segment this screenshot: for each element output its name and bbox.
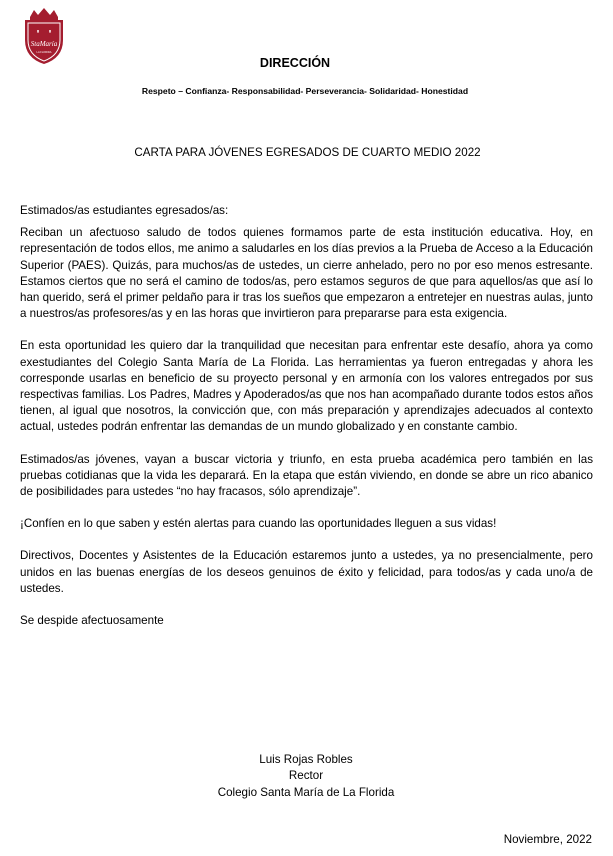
- letter-body: [20, 203, 593, 629]
- letter-paragraph-4: ¡Confíen en lo que saben y estén alertas para cuando las oportunidades lleguen a sus vidas!: [20, 517, 497, 531]
- logo-subtext: LA FLORIDA: [36, 51, 52, 54]
- letter-paragraph-3: Estimados/as jóvenes, vayan a buscar victoria y triunfo, en esta prueba académica pero también en las pruebas cotidianas que la vida les deparará. En la etapa que están viviendo, en donde se abre un rico abanico de posibilidades para ustedes “no hay fracasos, sólo aprendizaje”.: [20, 452, 593, 499]
- signer-name: Luis Rojas Robles: [259, 753, 353, 766]
- letter-paragraph-1: Reciban un afectuoso saludo de todos quienes formamos parte de esta institución educativa. Hoy, en representación de todos ellos, me animo a saludarles en los días previos a la Prueba de Acceso a la Educación Superior (PAES). Quizás, para muchos/as de ustedes, un cierre anhelado, pero no por eso menos estresante. Estamos ciertos que no será el camino de todos/as, pero estamos seguros de que para aquellos/as que así lo han querido, será el primer peldaño para ir tras los sueños que empezaron a entretejer en nuestras aulas, junto a nuestros/as profesores/as y en las horas que invirtieron para prepararse para esta exigencia.: [20, 226, 593, 321]
- letter-paragraph-5: Directivos, Docentes y Asistentes de la Educación estaremos junto a ustedes, ya no presencialmente, pero unidos en las buenas energías de los deseos genuinos de éxito y felicidad, para todos/as y cada uno/a de ustedes.: [20, 549, 593, 595]
- logo-text: StaMaría: [30, 40, 58, 48]
- page-title: DIRECCIÓN: [259, 56, 331, 70]
- signer-role: Rector: [288, 769, 324, 783]
- letter-date: Noviembre, 2022: [503, 833, 592, 846]
- letter-subject: CARTA PARA JÓVENES EGRESADOS DE CUARTO MEDIO 2022: [134, 146, 481, 159]
- letter-greeting: Estimados/as estudiantes egresados/as:: [20, 204, 229, 217]
- signer-school: Colegio Santa María de La Florida: [217, 785, 395, 799]
- signature-block: [150, 752, 462, 801]
- letter-closing: Se despide afectuosamente: [20, 614, 164, 628]
- letter-paragraph-2: En esta oportunidad les quiero dar la tranquilidad que necesitan para enfrentar este desafío, ahora ya como exestudiantes del Colegio Santa María de La Florida. Las herramientas ya fueron entregadas y ahora les corresponde usarlas en beneficio de su proyecto personal y en armonía con los valores entregados por sus respectivas familias. Los Padres, Madres y Apoderados/as que nos han acompañado durante todos estos años tienen, al igual que nosotros, la convicción que, con más preparación y aprendizajes adecuados al contexto actual, ustedes podrán enfrentar las demandas de un mundo globalizado y en constante cambio.: [20, 339, 593, 434]
- institutional-values: Respeto – Confianza- Responsabilidad- Perseverancia- Solidaridad- Honestidad: [141, 86, 469, 96]
